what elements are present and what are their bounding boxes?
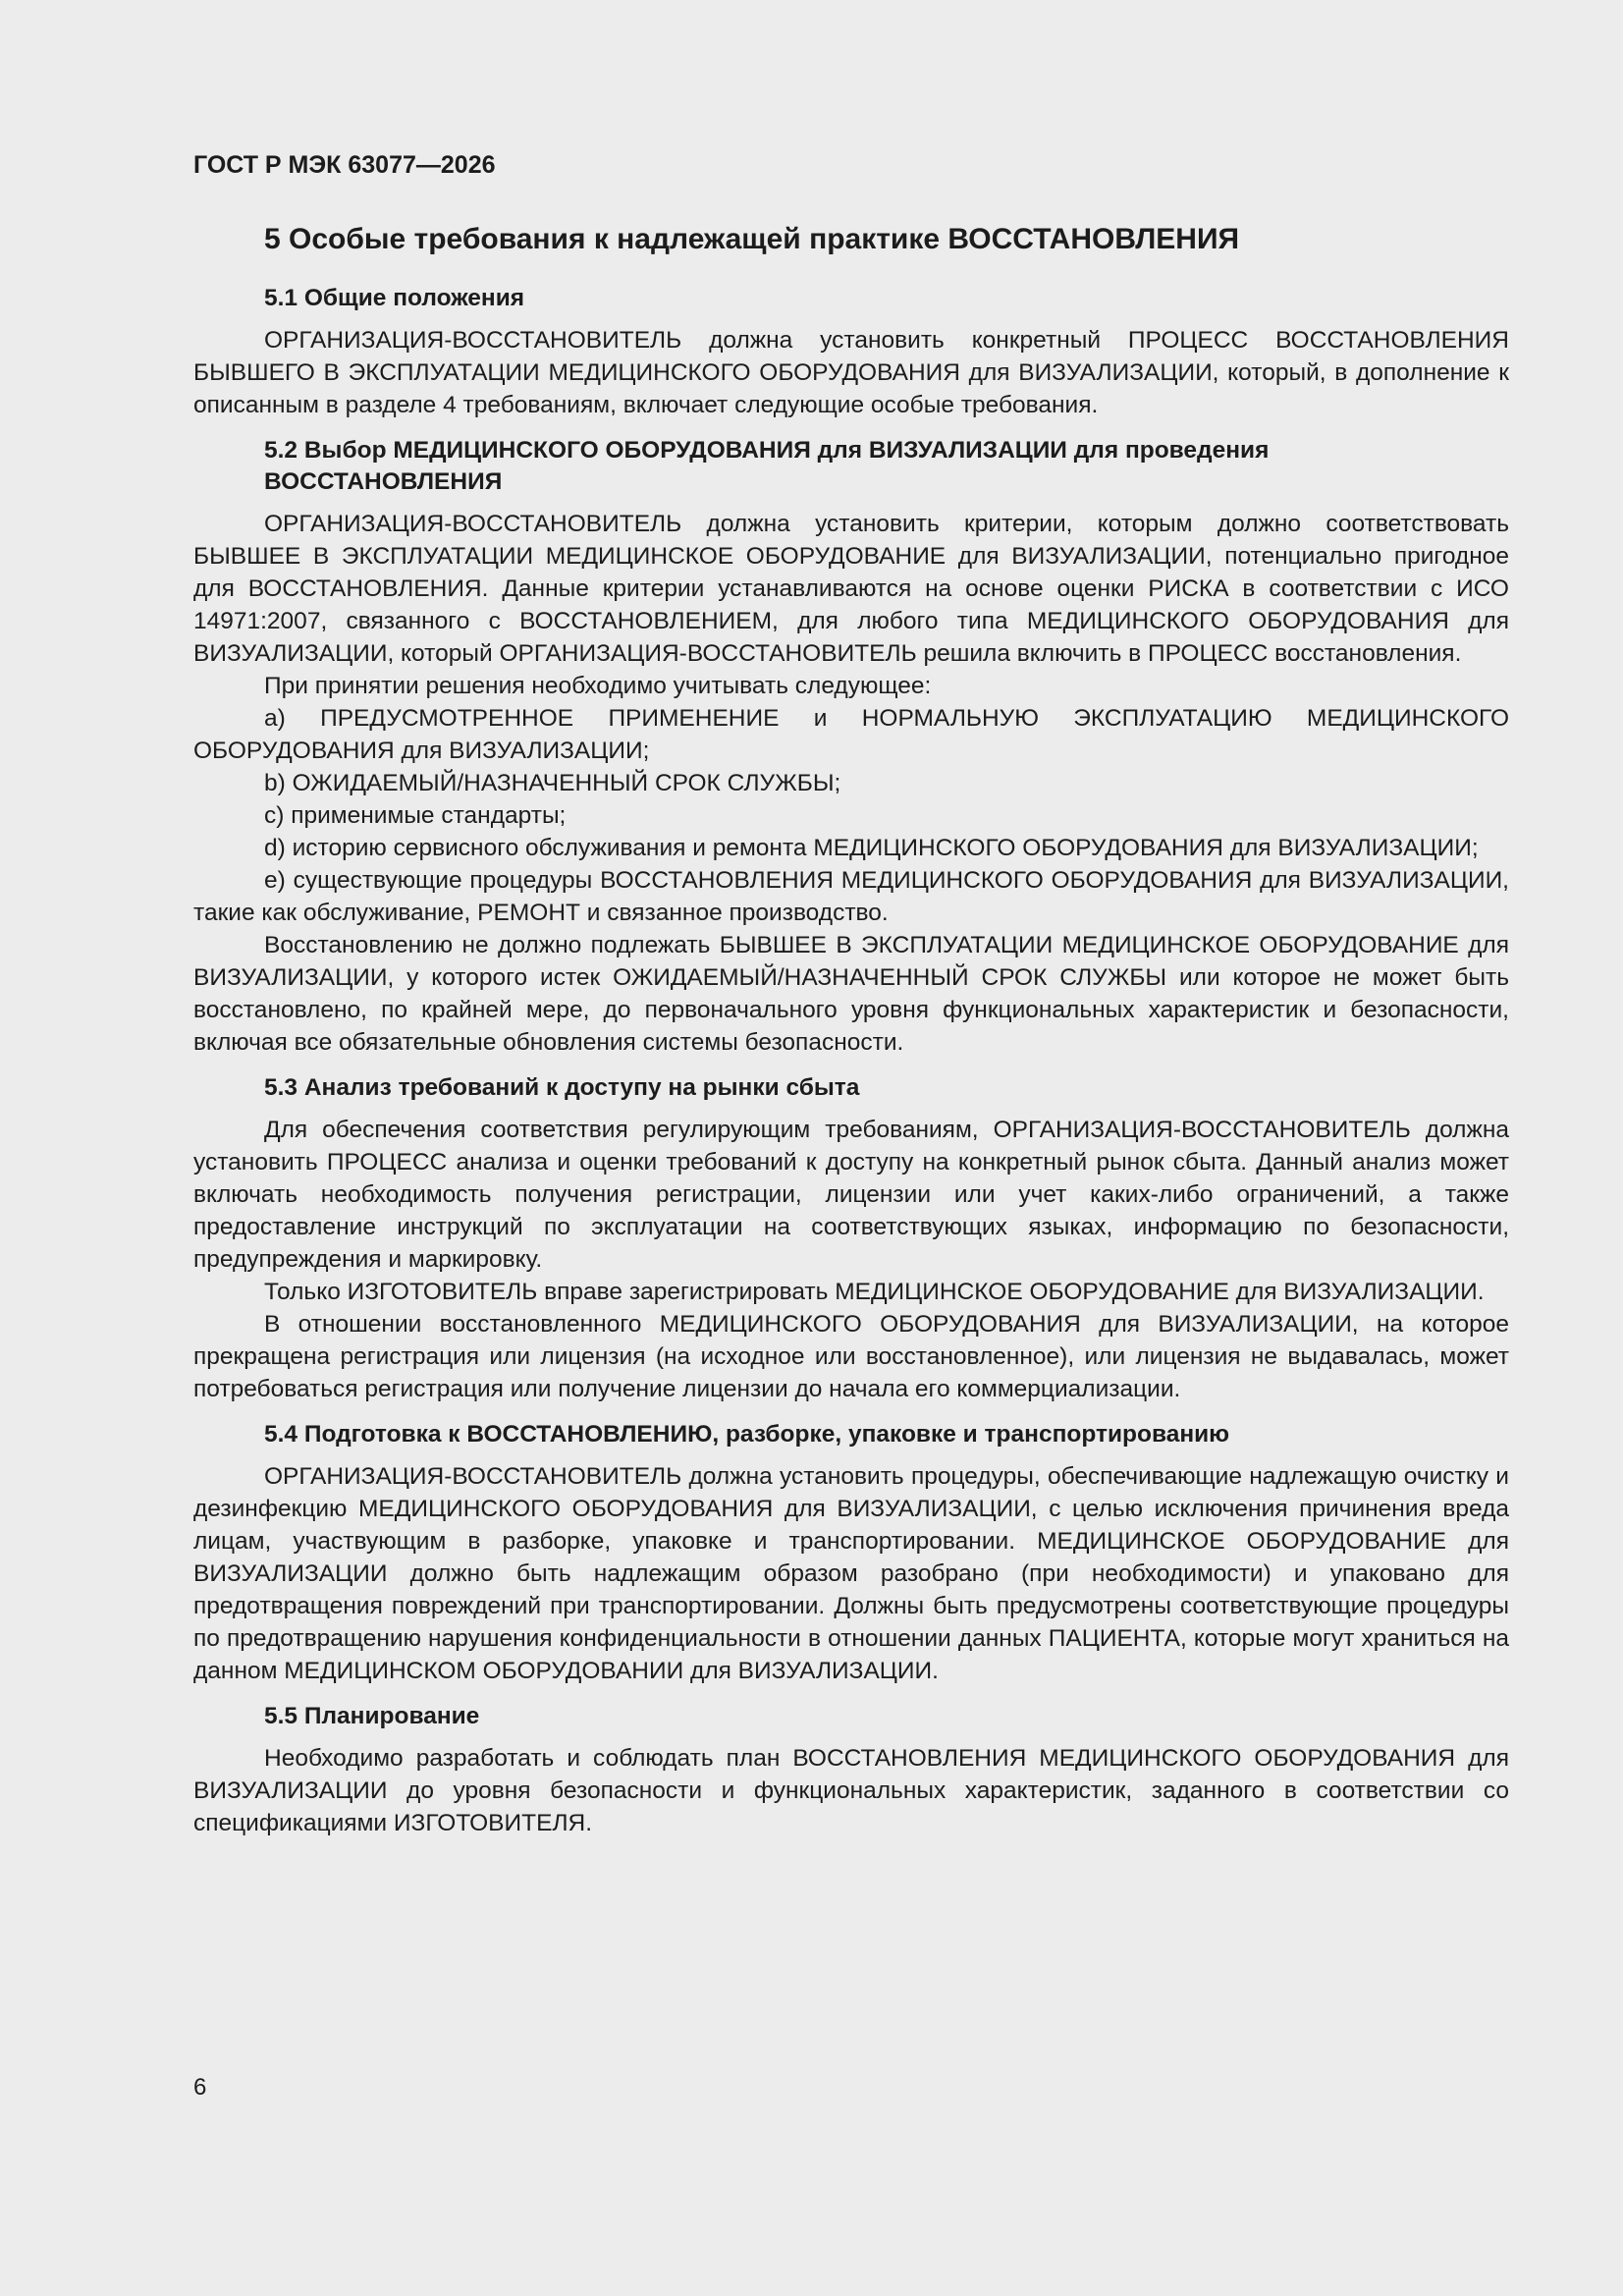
document-content (193, 220, 1509, 1839)
paragraph: Для обеспечения соответствия регулирующим требованиям, ОРГАНИЗАЦИЯ-ВОССТАНОВИТЕЛЬ должна установить ПРОЦЕСС анализа и оценки требований к доступу на конкретный рынок сбыта. Данный анализ может включать необходимость получения регистрации, лицензии или учет каких-либо ограничений, а также предоставление инструкций по эксплуатации на соответствующих языках, информацию по безопасности, предупреждения и маркировку. (193, 1117, 1509, 1273)
page-number: 6 (193, 2074, 207, 2101)
document-page (193, 0, 1509, 2296)
list-item-e: e) существующие процедуры ВОССТАНОВЛЕНИЯ МЕДИЦИНСКОГО ОБОРУДОВАНИЯ для ВИЗУАЛИЗАЦИИ, такие как обслуживание, РЕМОНТ и связанное производство. (193, 867, 1509, 926)
subsection-title-5-2: 5.2 Выбор МЕДИЦИНСКОГО ОБОРУДОВАНИЯ для ВИЗУАЛИЗАЦИИ для проведения ВОССТАНОВЛЕНИЯ (264, 437, 1270, 495)
paragraph: ОРГАНИЗАЦИЯ-ВОССТАНОВИТЕЛЬ должна установить процедуры, обеспечивающие надлежащую очистку и дезинфекцию МЕДИЦИНСКОГО ОБОРУДОВАНИЯ для ВИЗУАЛИЗАЦИИ, с целью исключения причинения вреда лицам, участвующим в разборке, упаковке и транспортировании. МЕДИЦИНСКОЕ ОБОРУДОВАНИЕ для ВИЗУАЛИЗАЦИИ должно быть надлежащим образом разобрано (при необходимости) и упаковано для предотвращения повреждений при транспортировании. Должны быть предусмотрены соответствующие процедуры по предотвращению нарушения конфиденциальности в отношении данных ПАЦИЕНТА, которые могут храниться на данном МЕДИЦИНСКОМ ОБОРУДОВАНИИ для ВИЗУАЛИЗАЦИИ. (193, 1463, 1509, 1684)
list-item-c: c) применимые стандарты; (264, 802, 567, 829)
paragraph: ОРГАНИЗАЦИЯ-ВОССТАНОВИТЕЛЬ должна установить конкретный ПРОЦЕСС ВОССТАНОВЛЕНИЯ БЫВШЕГО В ЭКСПЛУАТАЦИИ МЕДИЦИНСКОГО ОБОРУДОВАНИЯ для ВИЗУАЛИЗАЦИИ, который, в дополнение к описанным в разделе 4 требованиям, включает следующие особые требования. (193, 327, 1509, 418)
paragraph: Только ИЗГОТОВИТЕЛЬ вправе зарегистрировать МЕДИЦИНСКОЕ ОБОРУДОВАНИЕ для ВИЗУАЛИЗАЦИИ. (264, 1279, 1485, 1305)
subsection-title-5-5: 5.5 Планирование (264, 1703, 480, 1729)
subsection-title-5-1: 5.1 Общие положения (264, 285, 525, 311)
paragraph: Необходимо разработать и соблюдать план ВОССТАНОВЛЕНИЯ МЕДИЦИНСКОГО ОБОРУДОВАНИЯ для ВИЗУАЛИЗАЦИИ до уровня безопасности и функциональных характеристик, заданного в соответствии со спецификациями ИЗГОТОВИТЕЛЯ. (193, 1745, 1509, 1836)
list-item-d: d) историю сервисного обслуживания и ремонта МЕДИЦИНСКОГО ОБОРУДОВАНИЯ для ВИЗУАЛИЗАЦИИ; (264, 835, 1479, 861)
document-code: ГОСТ Р МЭК 63077—2026 (193, 151, 496, 179)
paragraph: В отношении восстановленного МЕДИЦИНСКОГО ОБОРУДОВАНИЯ для ВИЗУАЛИЗАЦИИ, на которое прекращена регистрация или лицензия (на исходное или восстановленное), или лицензия не выдавалась, может потребоваться регистрация или получение лицензии до начала его коммерциализации. (193, 1311, 1509, 1402)
list-item-b: b) ОЖИДАЕМЫЙ/НАЗНАЧЕННЫЙ СРОК СЛУЖБЫ; (264, 770, 841, 796)
paragraph: При принятии решения необходимо учитывать следующее: (264, 673, 932, 699)
paragraph: ОРГАНИЗАЦИЯ-ВОССТАНОВИТЕЛЬ должна установить критерии, которым должно соответствовать БЫВШЕЕ В ЭКСПЛУАТАЦИИ МЕДИЦИНСКОЕ ОБОРУДОВАНИЕ для ВИЗУАЛИЗАЦИИ, потенциально пригодное для ВОССТАНОВЛЕНИЯ. Данные критерии устанавливаются на основе оценки РИСКА в соответствии с ИСО 14971:2007, связанного с ВОССТАНОВЛЕНИЕМ, для любого типа МЕДИЦИНСКОГО ОБОРУДОВАНИЯ для ВИЗУАЛИЗАЦИИ, который ОРГАНИЗАЦИЯ-ВОССТАНОВИТЕЛЬ решила включить в ПРОЦЕСС восстановления. (193, 511, 1509, 667)
list-item-a: a) ПРЕДУСМОТРЕННОЕ ПРИМЕНЕНИЕ и НОРМАЛЬНУЮ ЭКСПЛУАТАЦИЮ МЕДИЦИНСКОГО ОБОРУДОВАНИЯ для ВИЗУАЛИЗАЦИИ; (193, 705, 1509, 764)
subsection-title-5-3: 5.3 Анализ требований к доступу на рынки сбыта (264, 1074, 860, 1101)
subsection-title-5-4: 5.4 Подготовка к ВОССТАНОВЛЕНИЮ, разборке, упаковке и транспортированию (264, 1421, 1230, 1448)
section-title: 5 Особые требования к надлежащей практике ВОССТАНОВЛЕНИЯ (264, 223, 1240, 255)
paragraph: Восстановлению не должно подлежать БЫВШЕЕ В ЭКСПЛУАТАЦИИ МЕДИЦИНСКОЕ ОБОРУДОВАНИЕ для ВИЗУАЛИЗАЦИИ, у которого истек ОЖИДАЕМЫЙ/НАЗНАЧЕННЫЙ СРОК СЛУЖБЫ или которое не может быть восстановлено, по крайней мере, до первоначального уровня функциональных характеристик и безопасности, включая все обязательные обновления системы безопасности. (193, 932, 1509, 1056)
